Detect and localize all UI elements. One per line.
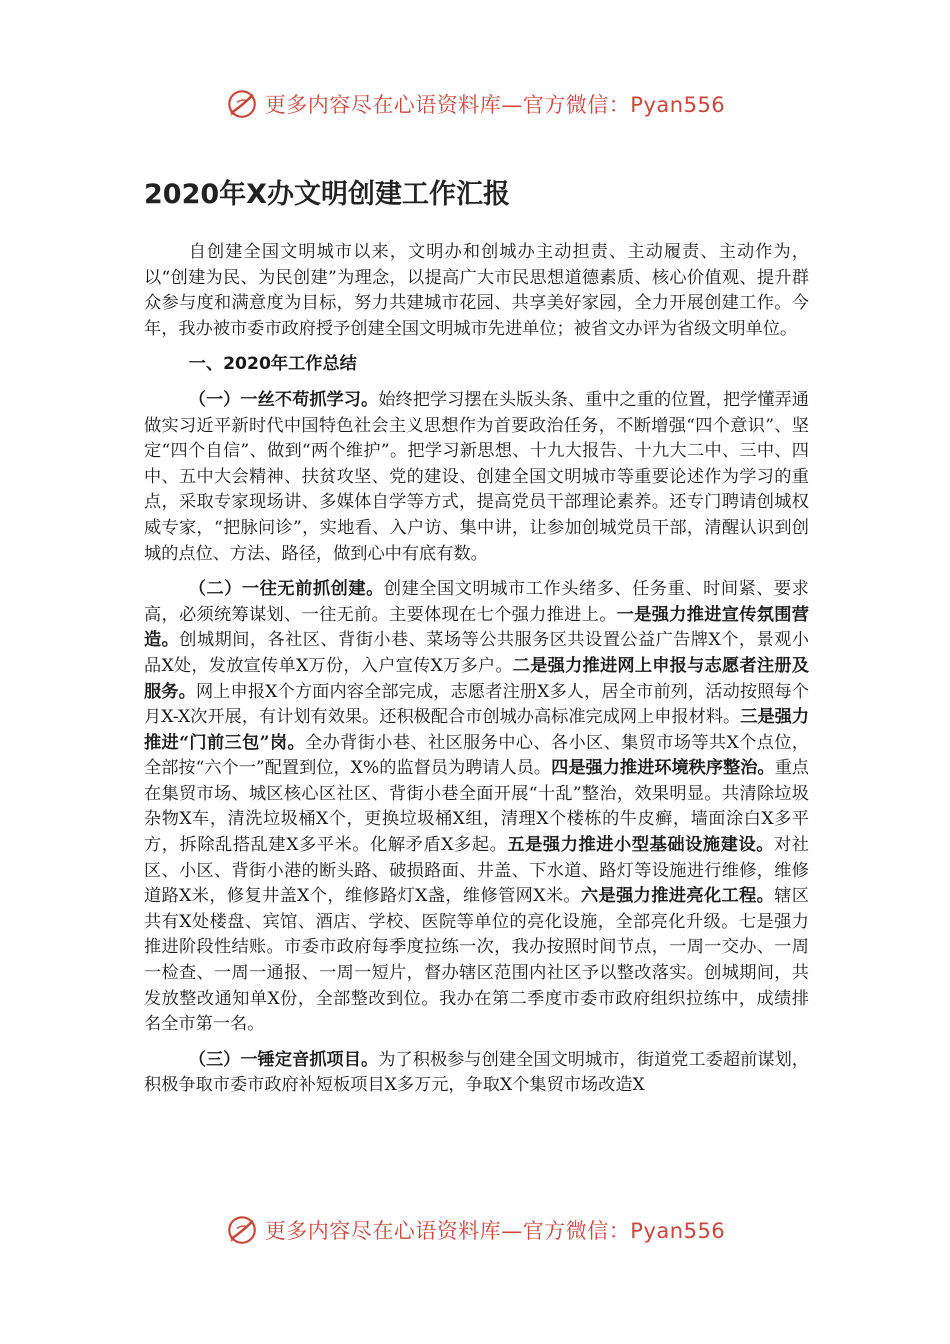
bold-point-5: 五是强力推进小型基础设施建设。 xyxy=(507,835,774,856)
intro-paragraph: 自创建全国文明城市以来，文明办和创城办主动担责、主动履责、主动作为，以“创建为民、为民创建”为理念，以提高广大市民思想道德素质、核心价值观、提升群众参与度和满意度为目标，努力共建城市花园、共享美好家园，全力开展创建工作。今年，我办被市委市政府授予创建全国文明城市先进单位；被省文办评为省级文明单位。 xyxy=(144,242,809,339)
paragraph-projects xyxy=(144,1048,809,1099)
paragraph-lead: （三）一锤定音抓项目。 xyxy=(188,1049,379,1070)
banner-text: 更多内容尽在心语资料库—官方微信：Pyan556 xyxy=(264,93,726,117)
document-body xyxy=(144,168,809,1109)
footer-banner xyxy=(0,1208,950,1252)
paragraph-text: 网上申报X个方面内容全部完成，志愿者注册X多人，居全市前列，活动按照每个月X-X次开展，有计划有效果。还积极配合市创城办高标准完成网上申报材料。 xyxy=(144,681,809,728)
paragraph-creation xyxy=(144,577,809,1038)
paragraph-text: 全办背街小巷、社区服务中心、各小区、集贸市场等共X个点位，全部按“六个一”配置到位，X%的监督员为聘请人员。 xyxy=(144,732,809,779)
paragraph-text: 辖区共有X处楼盘、宾馆、酒店、学校、医院等单位的亮化设施，全部亮化升级。七是强力推进阶段性结账。市委市政府每季度拉练一次，我办按照时间节点，一周一交办、一周一检查、一周一通报、一周一短片，督办辖区范围内社区予以整改落实。创城期间，共发放整改通知单X份，全部整改到位。我办在第二季度市委市政府组织拉练中，成绩排名全市第一名。 xyxy=(144,886,809,1035)
section-heading: 一、2020年工作总结 xyxy=(188,354,357,375)
paragraph-text: 始终把学习摆在头版头条、重中之重的位置，把学懂弄通做实习近平新时代中国特色社会主义思想作为首要政治任务，不断增强“四个意识”、坚定“四个自信”、做到“两个维护”。把学习新思想、十九大报告、十九大二中、三中、四中、五中大会精神、扶贫攻坚、党的建设、创建全国文明城市等重要论述作为学习的重点，采取专家现场讲、多媒体自学等方式，提高党员干部理论素养。还专门聘请创城权威专家，“把脉问诊”，实地看、入户访、集中讲，让参加创城党员干部，清醒认识到创城的点位、方法、路径，做到心中有底有数。 xyxy=(144,389,809,564)
header-banner xyxy=(0,82,950,126)
paragraph-text: 为了积极参与创建全国文明城市，街道党工委超前谋划，积极争取市委市政府补短板项目X多万元，争取X个集贸市场改造X xyxy=(144,1049,809,1096)
paragraph-lead: （一）一丝不苟抓学习。 xyxy=(188,389,379,410)
pen-logo-icon xyxy=(225,1213,259,1247)
bold-point-4: 四是强力推进环境秩序整治。 xyxy=(551,758,775,779)
bold-point-6: 六是强力推进亮化工程。 xyxy=(580,886,775,907)
paragraph-lead: （二）一往无前抓创建。 xyxy=(188,579,384,600)
paragraph-text: 创城期间，各社区、背街小巷、菜场等公共服务区共设置公益广告牌X个，景观小品X处，发放宣传单X万份，入户宣传X万多户。 xyxy=(144,630,809,676)
paragraph-text: 重点在集贸市场、城区核心区社区、背街小巷全面开展“十乱”整治，效果明显。共清除垃圾杂物X车，清洗垃圾桶X个，更换垃圾桶X组，清理X个楼栋的牛皮癣，墙面涂白X多平方，拆除乱搭乱建X多平米。化解矛盾X多起。 xyxy=(144,758,809,856)
bold-point-1: 一是强力推进宣传氛围营造。 xyxy=(144,604,809,651)
paragraph-text: 创建全国文明城市工作头绪多、任务重、时间紧、要求高，必须统筹谋划、一往无前。主要体现在七个强力推进上。 xyxy=(144,579,809,625)
document-title: 2020年X办文明创建工作汇报 xyxy=(144,179,510,210)
banner-text: 更多内容尽在心语资料库—官方微信：Pyan556 xyxy=(264,1219,726,1243)
bold-point-2: 二是强力推进网上申报与志愿者注册及服务。 xyxy=(144,655,809,702)
paragraph-study xyxy=(144,388,809,567)
pen-logo-icon xyxy=(225,87,259,121)
bold-point-3: 三是强力推进“门前三包”岗。 xyxy=(144,707,810,753)
paragraph-text: 对社区、小区、背街小港的断头路、破损路面、井盖、下水道、路灯等设施进行维修，维修道路X米，修复井盖X个，维修路灯X盏，维修管网X米。 xyxy=(144,835,809,907)
